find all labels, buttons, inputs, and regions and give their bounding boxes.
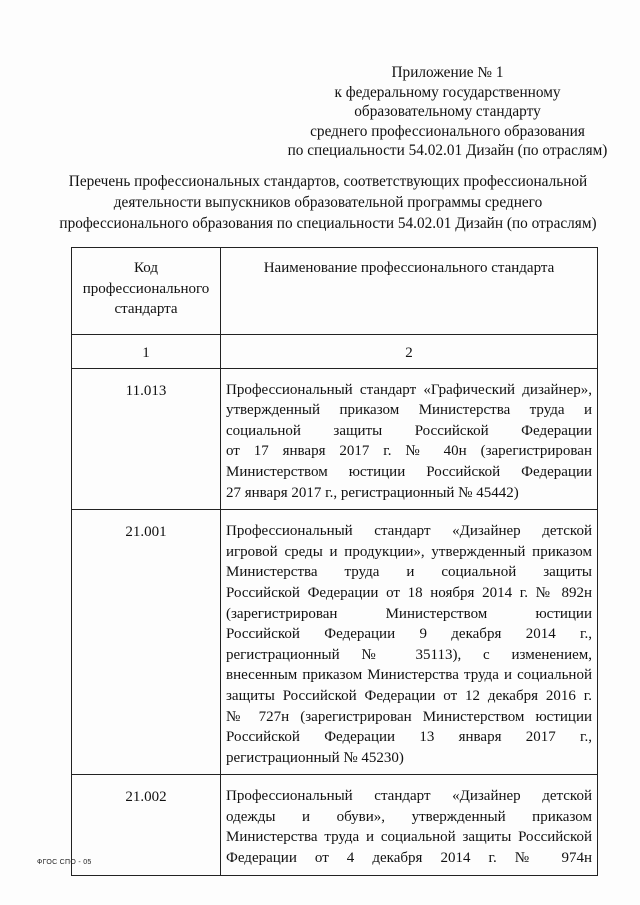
description-line: (зарегистрирован Министерством юстиции: [226, 605, 592, 622]
description-line: игровой среды и продукции», утвержденный приказом: [226, 543, 592, 560]
standard-description: [221, 368, 598, 510]
description-line: регистрационный № 45230): [226, 749, 404, 766]
header-name-cell: Наименование профессионального стандарта: [221, 248, 598, 335]
description-line: 27 января 2017 г., регистрационный № 45442): [226, 484, 519, 501]
description-line: Профессиональный стандарт «Дизайнер детской: [226, 523, 592, 540]
description-line: № 727н (зарегистрирован Министерством юстиции: [226, 708, 592, 725]
page-footer: ФГОС СПО - 05: [37, 859, 92, 866]
table-row: [72, 775, 598, 875]
description-line: защиты Российской Федерации от 12 декабря 2016 г.: [226, 687, 592, 704]
standards-table: [71, 247, 598, 876]
description-line: регистрационный № 35113), с изменением,: [226, 646, 592, 663]
column-number: 1: [72, 335, 221, 369]
standard-description: [221, 775, 598, 875]
title-line: профессионального образования по специальности 54.02.01 Дизайн (по отраслям): [59, 215, 597, 232]
standard-code: 21.001: [72, 510, 221, 775]
description-line: Министерства труда и социальной защиты Российской: [226, 829, 592, 846]
standard-code: 21.002: [72, 775, 221, 875]
table-row: [72, 368, 598, 510]
table-row: [72, 510, 598, 775]
header-code-line: стандарта: [114, 301, 178, 318]
column-number: 2: [221, 335, 598, 369]
description-line: социальной защиты Российской Федерации: [226, 422, 592, 439]
description-line: утвержденный приказом Министерства труда и: [226, 402, 592, 419]
description-line: внесенным приказом Министерства труда и социальной: [226, 667, 592, 684]
standard-code: 11.013: [72, 368, 221, 510]
appendix-line: к федеральному государственному: [334, 83, 561, 101]
appendix-header: [230, 63, 640, 161]
description-line: от 17 января 2017 г. № 40н (зарегистрирован: [226, 443, 592, 460]
title-line: Перечень профессиональных стандартов, соответствующих профессиональной: [68, 173, 588, 190]
description-line: одежды и обуви», утвержденный приказом: [226, 808, 592, 825]
description-line: Профессиональный стандарт «Дизайнер детской: [226, 788, 592, 805]
appendix-line: Приложение № 1: [391, 64, 504, 81]
description-line: Министерства труда и социальной защиты: [226, 564, 592, 581]
header-code-cell: [72, 248, 221, 335]
title-line: деятельности выпускников образовательной программы среднего: [113, 194, 543, 211]
appendix-line: по специальности 54.02.01 Дизайн (по отраслям): [287, 142, 608, 160]
document-title: [40, 171, 616, 234]
column-numbering-row: [72, 335, 598, 369]
table-header-row: [72, 248, 598, 335]
description-line: Российской Федерации от 18 ноября 2014 г. № 892н: [226, 584, 592, 601]
appendix-line: образовательному стандарту: [354, 103, 541, 121]
description-line: Министерством юстиции Российской Федерации: [226, 463, 592, 480]
header-code-line: Код: [134, 260, 158, 276]
header-code-line: профессионального: [82, 280, 210, 297]
description-line: Российской Федерации 13 января 2017 г.,: [226, 729, 592, 746]
description-line: Профессиональный стандарт «Графический дизайнер»,: [226, 381, 592, 398]
description-line: Федерации от 4 декабря 2014 г. № 974н: [226, 850, 592, 867]
description-line: Российской Федерации 9 декабря 2014 г.,: [226, 626, 592, 643]
standard-description: [221, 510, 598, 775]
appendix-line: среднего профессионального образования: [310, 122, 585, 140]
